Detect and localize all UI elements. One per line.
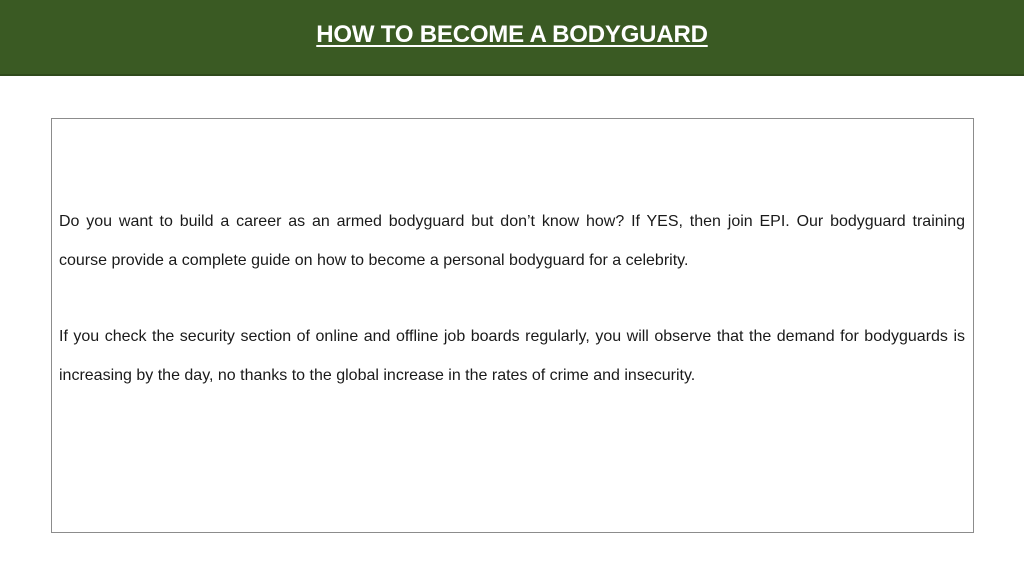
content-box bbox=[51, 118, 974, 533]
paragraph-demand: If you check the security section of online and offline job boards regularly, you will observe that the demand for bodyguards is increasing by the day, no thanks to the global increase in the rates of crime and insecurity. bbox=[59, 328, 965, 384]
title-bar bbox=[0, 0, 1024, 76]
paragraph-intro: Do you want to build a career as an armed bodyguard but don’t know how? If YES, then join EPI. Our bodyguard training course provide a complete guide on how to become a personal bodyguard for a celebrity. bbox=[59, 213, 965, 269]
page-title: HOW TO BECOME A BODYGUARD bbox=[316, 21, 708, 48]
